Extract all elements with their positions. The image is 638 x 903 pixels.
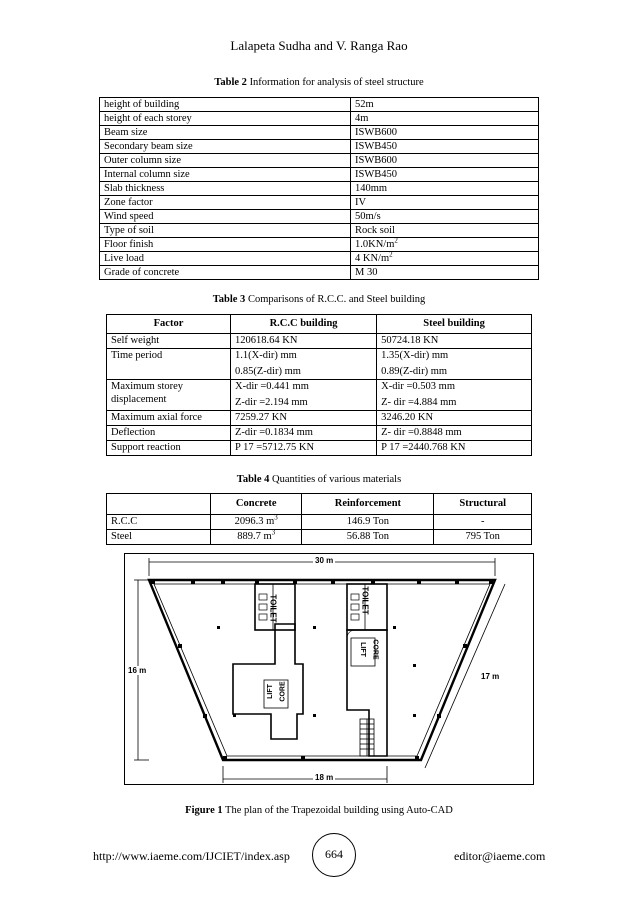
column <box>413 714 416 717</box>
table4-concrete-value: 889.7 m <box>237 531 272 542</box>
table2-value: 52m <box>355 99 374 110</box>
table4-type-cell: Steel <box>107 530 211 545</box>
table2-value-superscript: 2 <box>394 236 398 245</box>
table3-rcc-value: 7259.27 KN <box>235 412 287 423</box>
toilet-fixtures-left <box>259 594 267 620</box>
column <box>417 580 421 584</box>
column <box>217 626 220 629</box>
table2-caption-text: Information for analysis of steel structure <box>246 77 424 88</box>
table3-body <box>107 334 532 456</box>
table3-steel-value: 1.35(X-dir) mm <box>381 350 449 361</box>
table4-structural-cell: - <box>434 515 532 530</box>
table3-steel-cell <box>377 441 532 456</box>
table3-factor-cell: Maximum axial force <box>107 411 231 426</box>
table4-structural-cell: 795 Ton <box>434 530 532 545</box>
table2-row <box>100 112 539 126</box>
table2-param-cell: Outer column size <box>100 154 351 168</box>
building-plan-drawing <box>125 554 535 786</box>
table3-factor-cell: Maximum storey displacement <box>107 380 231 411</box>
table3-steel-value: P 17 =2440.768 KN <box>381 442 466 453</box>
table4-header-reinforcement: Reinforcement <box>302 494 434 515</box>
table2-value-cell <box>351 112 539 126</box>
table2-row <box>100 224 539 238</box>
column <box>489 580 493 584</box>
table3-header-steel: Steel building <box>377 315 532 334</box>
lift-label-left: LIFT <box>266 684 274 699</box>
table3-factor-cell: Self weight <box>107 334 231 349</box>
table2-value-cell <box>351 126 539 140</box>
table4-body <box>107 515 532 545</box>
table3-row <box>107 334 532 349</box>
table3-rcc-cell <box>231 411 377 426</box>
table3-caption <box>0 294 638 305</box>
column <box>178 644 182 648</box>
table2-value: Rock soil <box>355 225 395 236</box>
footer-email-link[interactable]: editor@iaeme.com <box>454 849 546 863</box>
lift-label-right: LIFT <box>358 642 366 657</box>
table4-caption <box>0 474 638 485</box>
table2-value: 50m/s <box>355 211 381 222</box>
figure1-caption-label: Figure 1 <box>185 805 223 816</box>
table2-row <box>100 98 539 112</box>
page-number: 664 <box>312 833 356 877</box>
table3 <box>106 314 532 456</box>
table2-value-cell <box>351 238 539 252</box>
table3-steel-cell <box>377 349 532 380</box>
table2-row <box>100 182 539 196</box>
table2-value-cell <box>351 182 539 196</box>
table2-value-cell <box>351 98 539 112</box>
table3-steel-cell <box>377 334 532 349</box>
table3-header-factor: Factor <box>107 315 231 334</box>
table3-steel-cell <box>377 411 532 426</box>
table3-rcc-cell <box>231 441 377 456</box>
column <box>413 664 416 667</box>
table2-body <box>100 98 539 280</box>
table2-param-cell: Floor finish <box>100 238 351 252</box>
table3-factor-cell: Support reaction <box>107 441 231 456</box>
table3-row <box>107 349 532 380</box>
table3-row <box>107 426 532 441</box>
table4-reinforcement-cell: 146.9 Ton <box>302 515 434 530</box>
table4-header-row <box>107 494 532 515</box>
table3-rcc-value: P 17 =5712.75 KN <box>235 442 315 453</box>
staircase <box>360 719 374 756</box>
table3-steel-value-line2: 0.89(Z-dir) mm <box>381 366 448 377</box>
table3-caption-label: Table 3 <box>212 294 246 305</box>
building-plan-figure <box>124 553 534 785</box>
table2-value: 4 KN/m <box>355 253 390 264</box>
table4-concrete-superscript: 3 <box>274 513 278 522</box>
table2-row <box>100 196 539 210</box>
table3-rcc-value: X-dir =0.441 mm <box>235 381 309 392</box>
table2-row <box>100 238 539 252</box>
table2-param-cell: Live load <box>100 252 351 266</box>
column <box>463 644 467 648</box>
column <box>191 580 195 584</box>
column <box>223 756 227 760</box>
table4-header-blank <box>107 494 211 515</box>
dim-label-bottom: 18 m <box>315 773 334 782</box>
table3-steel-value: 50724.18 KN <box>381 335 439 346</box>
perimeter-columns <box>151 580 493 760</box>
table3-steel-value: X-dir =0.503 mm <box>381 381 456 392</box>
table2-row <box>100 210 539 224</box>
table2-row <box>100 140 539 154</box>
table3-rcc-value-line2: 0.85(Z-dir) mm <box>235 366 301 377</box>
table2-value: ISWB600 <box>355 127 397 138</box>
table2-param-cell: Secondary beam size <box>100 140 351 154</box>
inner-wall <box>154 584 490 756</box>
table2-value-superscript: 2 <box>389 250 393 259</box>
table2-param-cell: Grade of concrete <box>100 266 351 280</box>
table3-row <box>107 380 532 411</box>
column <box>313 714 316 717</box>
table3-factor-cell: Time period <box>107 349 231 380</box>
lift-core-left <box>233 624 303 739</box>
table4-reinforcement-cell: 56.88 Ton <box>302 530 434 545</box>
table2-value-cell <box>351 140 539 154</box>
table2-row <box>100 168 539 182</box>
table3-factor-cell: Deflection <box>107 426 231 441</box>
table2-param-cell: Type of soil <box>100 224 351 238</box>
column <box>221 580 225 584</box>
table3-header-row <box>107 315 532 334</box>
toilet-label-right: TOILET <box>360 586 370 615</box>
table2-value-cell <box>351 252 539 266</box>
table2-value-cell <box>351 266 539 280</box>
table3-rcc-cell <box>231 380 377 411</box>
table2-value: 1.0KN/m <box>355 239 395 250</box>
table3-rcc-cell <box>231 426 377 441</box>
table4-row <box>107 515 532 530</box>
table2-caption-label: Table 2 <box>214 77 247 88</box>
table4-concrete-value: 2096.3 m <box>234 516 275 527</box>
table3-rcc-value: 120618.64 KN <box>235 335 298 346</box>
table2-row <box>100 126 539 140</box>
table2-value-cell <box>351 224 539 238</box>
table2-value: ISWB450 <box>355 141 397 152</box>
door-swing <box>347 630 355 638</box>
table2-value-cell <box>351 168 539 182</box>
interior-columns <box>217 626 416 717</box>
table3-header-rcc: R.C.C building <box>231 315 377 334</box>
column <box>415 756 419 760</box>
footer-url-link[interactable]: http://www.iaeme.com/IJCIET/index.asp <box>93 849 290 863</box>
column <box>203 714 207 718</box>
table4-concrete-cell <box>211 515 302 530</box>
outer-wall <box>149 580 495 760</box>
dim-label-right: 17 m <box>481 672 500 681</box>
table3-steel-value: 3246.20 KN <box>381 412 434 423</box>
table2-value: ISWB450 <box>355 169 397 180</box>
toilet-fixtures-right <box>351 594 359 620</box>
table2-row <box>100 252 539 266</box>
table3-steel-cell <box>377 380 532 411</box>
table3-rcc-cell <box>231 334 377 349</box>
table4-row <box>107 530 532 545</box>
table4-concrete-cell <box>211 530 302 545</box>
table2-param-cell: Slab thickness <box>100 182 351 196</box>
table3-rcc-value: Z-dir =0.1834 mm <box>235 427 313 438</box>
table2-param-cell: Internal column size <box>100 168 351 182</box>
table2-row <box>100 266 539 280</box>
table4-concrete-superscript: 3 <box>271 528 276 537</box>
table4 <box>106 493 532 545</box>
table2-value: ISWB600 <box>355 155 397 166</box>
table4-header-concrete: Concrete <box>211 494 302 515</box>
table3-steel-cell <box>377 426 532 441</box>
table2-value-cell <box>351 154 539 168</box>
column <box>437 714 441 718</box>
table3-steel-value: Z- dir =0.8848 mm <box>381 427 462 438</box>
figure1-caption <box>0 805 638 816</box>
table2-value: IV <box>355 197 367 208</box>
column <box>301 756 305 760</box>
core-label-left: CORE <box>279 681 287 702</box>
table4-header-structural: Structural <box>434 494 532 515</box>
dim-label-top: 30 m <box>315 556 334 565</box>
table2-param-cell: Beam size <box>100 126 351 140</box>
table3-rcc-cell <box>231 349 377 380</box>
core-label-right: CORE <box>371 639 379 660</box>
table2-param-cell: Wind speed <box>100 210 351 224</box>
table4-caption-text: Quantities of various materials <box>269 474 402 485</box>
table2 <box>99 97 539 280</box>
table2-param-cell: Zone factor <box>100 196 351 210</box>
toilet-label-left: TOILET <box>268 594 278 623</box>
table4-type-cell: R.C.C <box>107 515 211 530</box>
column <box>393 626 396 629</box>
table2-param-cell: height of each storey <box>100 112 351 126</box>
table3-rcc-value: 1.1(X-dir) mm <box>235 350 297 361</box>
dim-label-left: 16 m <box>128 666 147 675</box>
table2-value: 4m <box>355 113 369 124</box>
column <box>313 626 316 629</box>
table3-rcc-value-line2: Z-dir =2.194 mm <box>235 397 308 408</box>
running-header: Lalapeta Sudha and V. Ranga Rao <box>230 38 408 53</box>
column <box>455 580 459 584</box>
table2-param-cell: height of building <box>100 98 351 112</box>
column <box>151 580 155 584</box>
table2-row <box>100 154 539 168</box>
table3-row <box>107 411 532 426</box>
column <box>331 580 335 584</box>
table2-value: 140mm <box>355 183 388 194</box>
table2-value: M 30 <box>355 267 378 278</box>
table2-value-cell <box>351 210 539 224</box>
table2-value-cell <box>351 196 539 210</box>
table3-caption-text: Comparisons of R.C.C. and Steel building <box>245 294 426 305</box>
table3-steel-value-line2: Z- dir =4.884 mm <box>381 397 457 408</box>
table4-caption-label: Table 4 <box>236 474 270 485</box>
table2-caption <box>0 77 638 88</box>
figure1-caption-text: The plan of the Trapezoidal building using Auto-CAD <box>222 805 453 816</box>
table3-row <box>107 441 532 456</box>
